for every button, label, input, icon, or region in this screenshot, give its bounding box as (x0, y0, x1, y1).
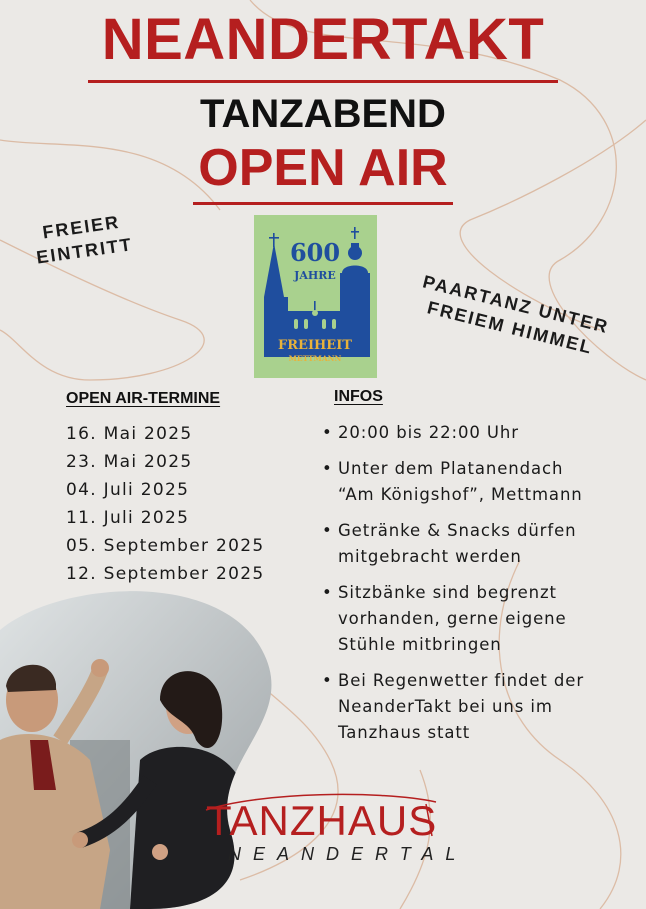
termine-heading: OPEN AIR-TERMINE (66, 390, 221, 407)
infos-list (322, 420, 638, 746)
logo-city: METTMANN (288, 354, 342, 363)
open-air-heading: OPEN AIR (198, 139, 448, 197)
info-item: • Unter dem Platanendach “Am Königshof”, Mettmann (322, 456, 638, 508)
logo-number: 600 (289, 238, 341, 267)
termine-date: 12. September 2025 (66, 564, 265, 584)
brand-name: TANZHAUS (206, 797, 438, 844)
open-air-underline (193, 202, 453, 205)
termine-list (66, 420, 264, 588)
termine-date: 05. September 2025 (66, 536, 265, 556)
event-subtitle: TANZABEND (200, 92, 446, 136)
tanzhaus-logo (200, 797, 468, 865)
logo-label: JAHRE (294, 269, 336, 282)
info-item: • 20:00 bis 22:00 Uhr (322, 420, 638, 446)
title-underline (88, 80, 558, 83)
free-entry-label: FREIER EINTRITT (35, 211, 135, 268)
termine-date: 16. Mai 2025 (66, 424, 193, 444)
termine-date: 04. Juli 2025 (66, 480, 190, 500)
info-item: • Bei Regenwetter findet der NeanderTakt bei uns im Tanzhaus statt (322, 668, 638, 746)
termine-date: 11. Juli 2025 (66, 508, 190, 528)
brand-subtitle: NEANDERTAL (228, 844, 468, 864)
event-title: NEANDERTAKT (101, 7, 545, 72)
termine-date: 23. Mai 2025 (66, 452, 193, 472)
anniversary-logo (254, 215, 377, 378)
infos-heading: INFOS (334, 388, 383, 405)
info-item: • Getränke & Snacks dürfen mitgebracht werden (322, 518, 638, 570)
outdoor-dance-label: PAARTANZ UNTER FREIEM HIMMEL (420, 271, 612, 359)
info-item: • Sitzbänke sind begrenzt vorhanden, gerne eigene Stühle mitbringen (322, 580, 638, 658)
logo-name: FREIHEIT (278, 338, 352, 353)
swoosh-decoration (200, 790, 468, 870)
